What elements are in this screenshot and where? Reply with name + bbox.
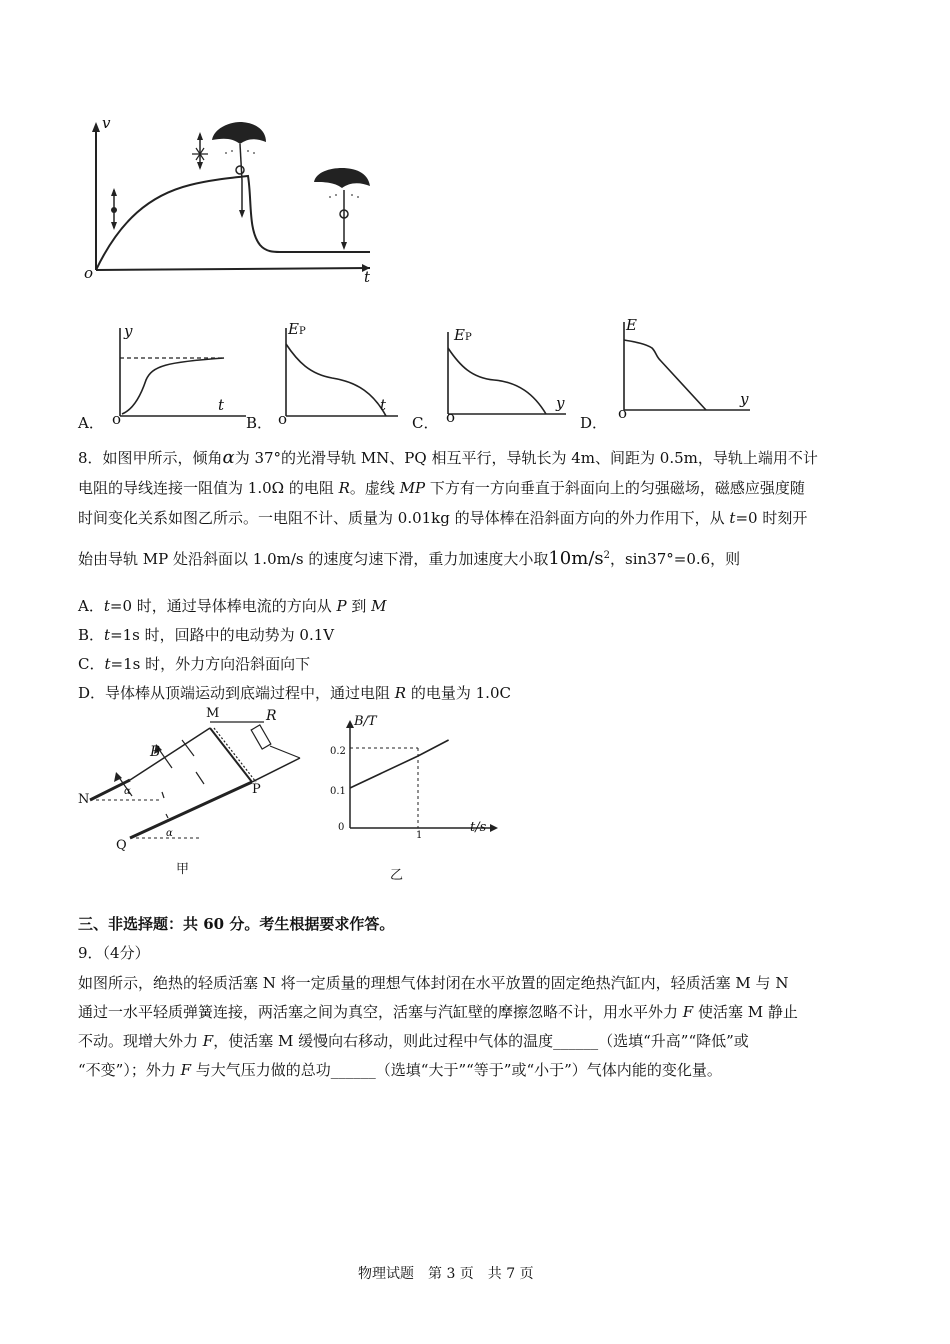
option-a-label: A． [78, 414, 104, 432]
caption-jia: 甲 [176, 862, 190, 877]
skydiver-opening-icon [192, 132, 208, 170]
vt-x-axis [96, 268, 370, 270]
q8-option-c[interactable]: C．t=1s 时，外力方向沿斜面向下 [78, 655, 311, 673]
q9-line-4: “不变”）；外力 F 与大气压力做的总功______（选填“大于”“等于”或“小于”）气体内能的变化量。 [78, 1061, 722, 1079]
bt-x-label: t/s [470, 820, 487, 835]
label-alpha-1: α [124, 786, 131, 797]
label-n: N [78, 792, 90, 807]
q8-option-d[interactable]: D．导体棒从顶端运动到底端过程中，通过电阻 R 的电量为 1.0C [78, 684, 511, 702]
option-a-origin: o [112, 410, 122, 428]
vt-y-arrow [92, 122, 100, 132]
q8-line-1: 8．如图甲所示，倾角α为 37°的光滑导轨 MN、PQ 相互平行，导轨长为 4m、间距为 0.5m，导轨上端用不计 [78, 447, 818, 468]
bt-tick-01: 0.1 [330, 786, 346, 797]
bt-tick-02: 0.2 [330, 746, 346, 757]
q9-line-2: 通过一水平轻质弹簧连接，两活塞之间为真空，活塞与汽缸壁的摩擦忽略不计，用水平外力 F 使活塞 M 静止 [78, 1003, 798, 1021]
page-footer: 物理试题 第 3 页 共 7 页 [358, 1266, 534, 1282]
label-b: B [150, 744, 161, 760]
q8-line-2: 电阻的导线连接一阻值为 1.0Ω 的电阻 R。虚线 MP 下方有一方向垂直于斜面向上的匀强磁场，磁感应强度随 [78, 479, 805, 497]
q8-line-3: 时间变化关系如图乙所示。一电阻不计、质量为 0.01kg 的导体棒在沿斜面方向的外力作用下，从 t=0 时刻开 [78, 509, 808, 527]
option-d-x-label: y [740, 390, 749, 408]
rail-diagram [70, 714, 310, 884]
vt-axis-t-label: t [364, 268, 371, 286]
option-a-y-label: y [124, 322, 133, 340]
bt-graph [320, 714, 510, 884]
option-c-y-label: EP [454, 326, 472, 344]
vt-axis-v-label: v [102, 114, 111, 132]
vt-curve [96, 176, 370, 270]
vt-origin-label: o [84, 264, 94, 282]
parachute-icon [212, 122, 266, 218]
option-d-graph [616, 318, 756, 428]
option-b-label: B． [246, 414, 273, 432]
label-p: P [252, 782, 261, 797]
option-d-y-label: E [626, 316, 637, 334]
q9-line-3: 不动。现增大外力 F，使活塞 M 缓慢向右移动，则此过程中气体的温度______（选填“升高”“降低”或 [78, 1032, 749, 1050]
bt-x-arrow [490, 824, 498, 832]
figure-jia [70, 706, 310, 884]
option-b-origin: o [278, 410, 288, 428]
parachute-icon-2 [314, 168, 370, 250]
option-c-origin: o [446, 408, 456, 426]
label-q: Q [116, 838, 127, 853]
option-d-origin: o [618, 404, 628, 422]
caption-yi: 乙 [390, 868, 404, 883]
bt-series-line [350, 740, 449, 788]
skydiver-icon [111, 188, 117, 230]
q8-option-a[interactable]: A．t=0 时，通过导体棒电流的方向从 P 到 M [78, 597, 387, 615]
bt-y-arrow [346, 720, 354, 728]
bt-y-label: B/T [354, 714, 377, 729]
q8-line-4: 始由导轨 MP 处沿斜面以 1.0m/s 的速度匀速下滑，重力加速度大小取$10m/s^2$，sin37°=0.6，则 [78, 548, 741, 569]
q9-line-1: 如图所示，绝热的轻质活塞 N 将一定质量的理想气体封闭在水平放置的固定绝热汽缸内，轻质活塞 M 与 N [78, 974, 789, 992]
q7-options [76, 318, 776, 438]
figure-yi [320, 714, 510, 884]
q8-option-b[interactable]: B．t=1s 时，回路中的电动势为 0.1V [78, 626, 335, 644]
option-b-x-label: t [380, 396, 387, 414]
option-c-label: C． [412, 414, 439, 432]
q9-title: 9．（4分） [78, 944, 150, 962]
option-b-y-label: EP [288, 320, 306, 338]
label-m: M [206, 706, 220, 721]
bt-tick-1: 1 [416, 830, 423, 841]
label-r: R [266, 708, 277, 724]
option-c-x-label: y [556, 394, 565, 412]
section-3-heading: 三、非选择题：共 60 分。考生根据要求作答。 [78, 915, 395, 933]
vt-figure [80, 110, 380, 290]
vt-graph [80, 110, 380, 290]
label-alpha-2: α [166, 828, 173, 839]
option-d-label: D． [580, 414, 608, 432]
option-a-x-label: t [218, 396, 225, 414]
bt-tick-0: 0 [338, 822, 345, 833]
